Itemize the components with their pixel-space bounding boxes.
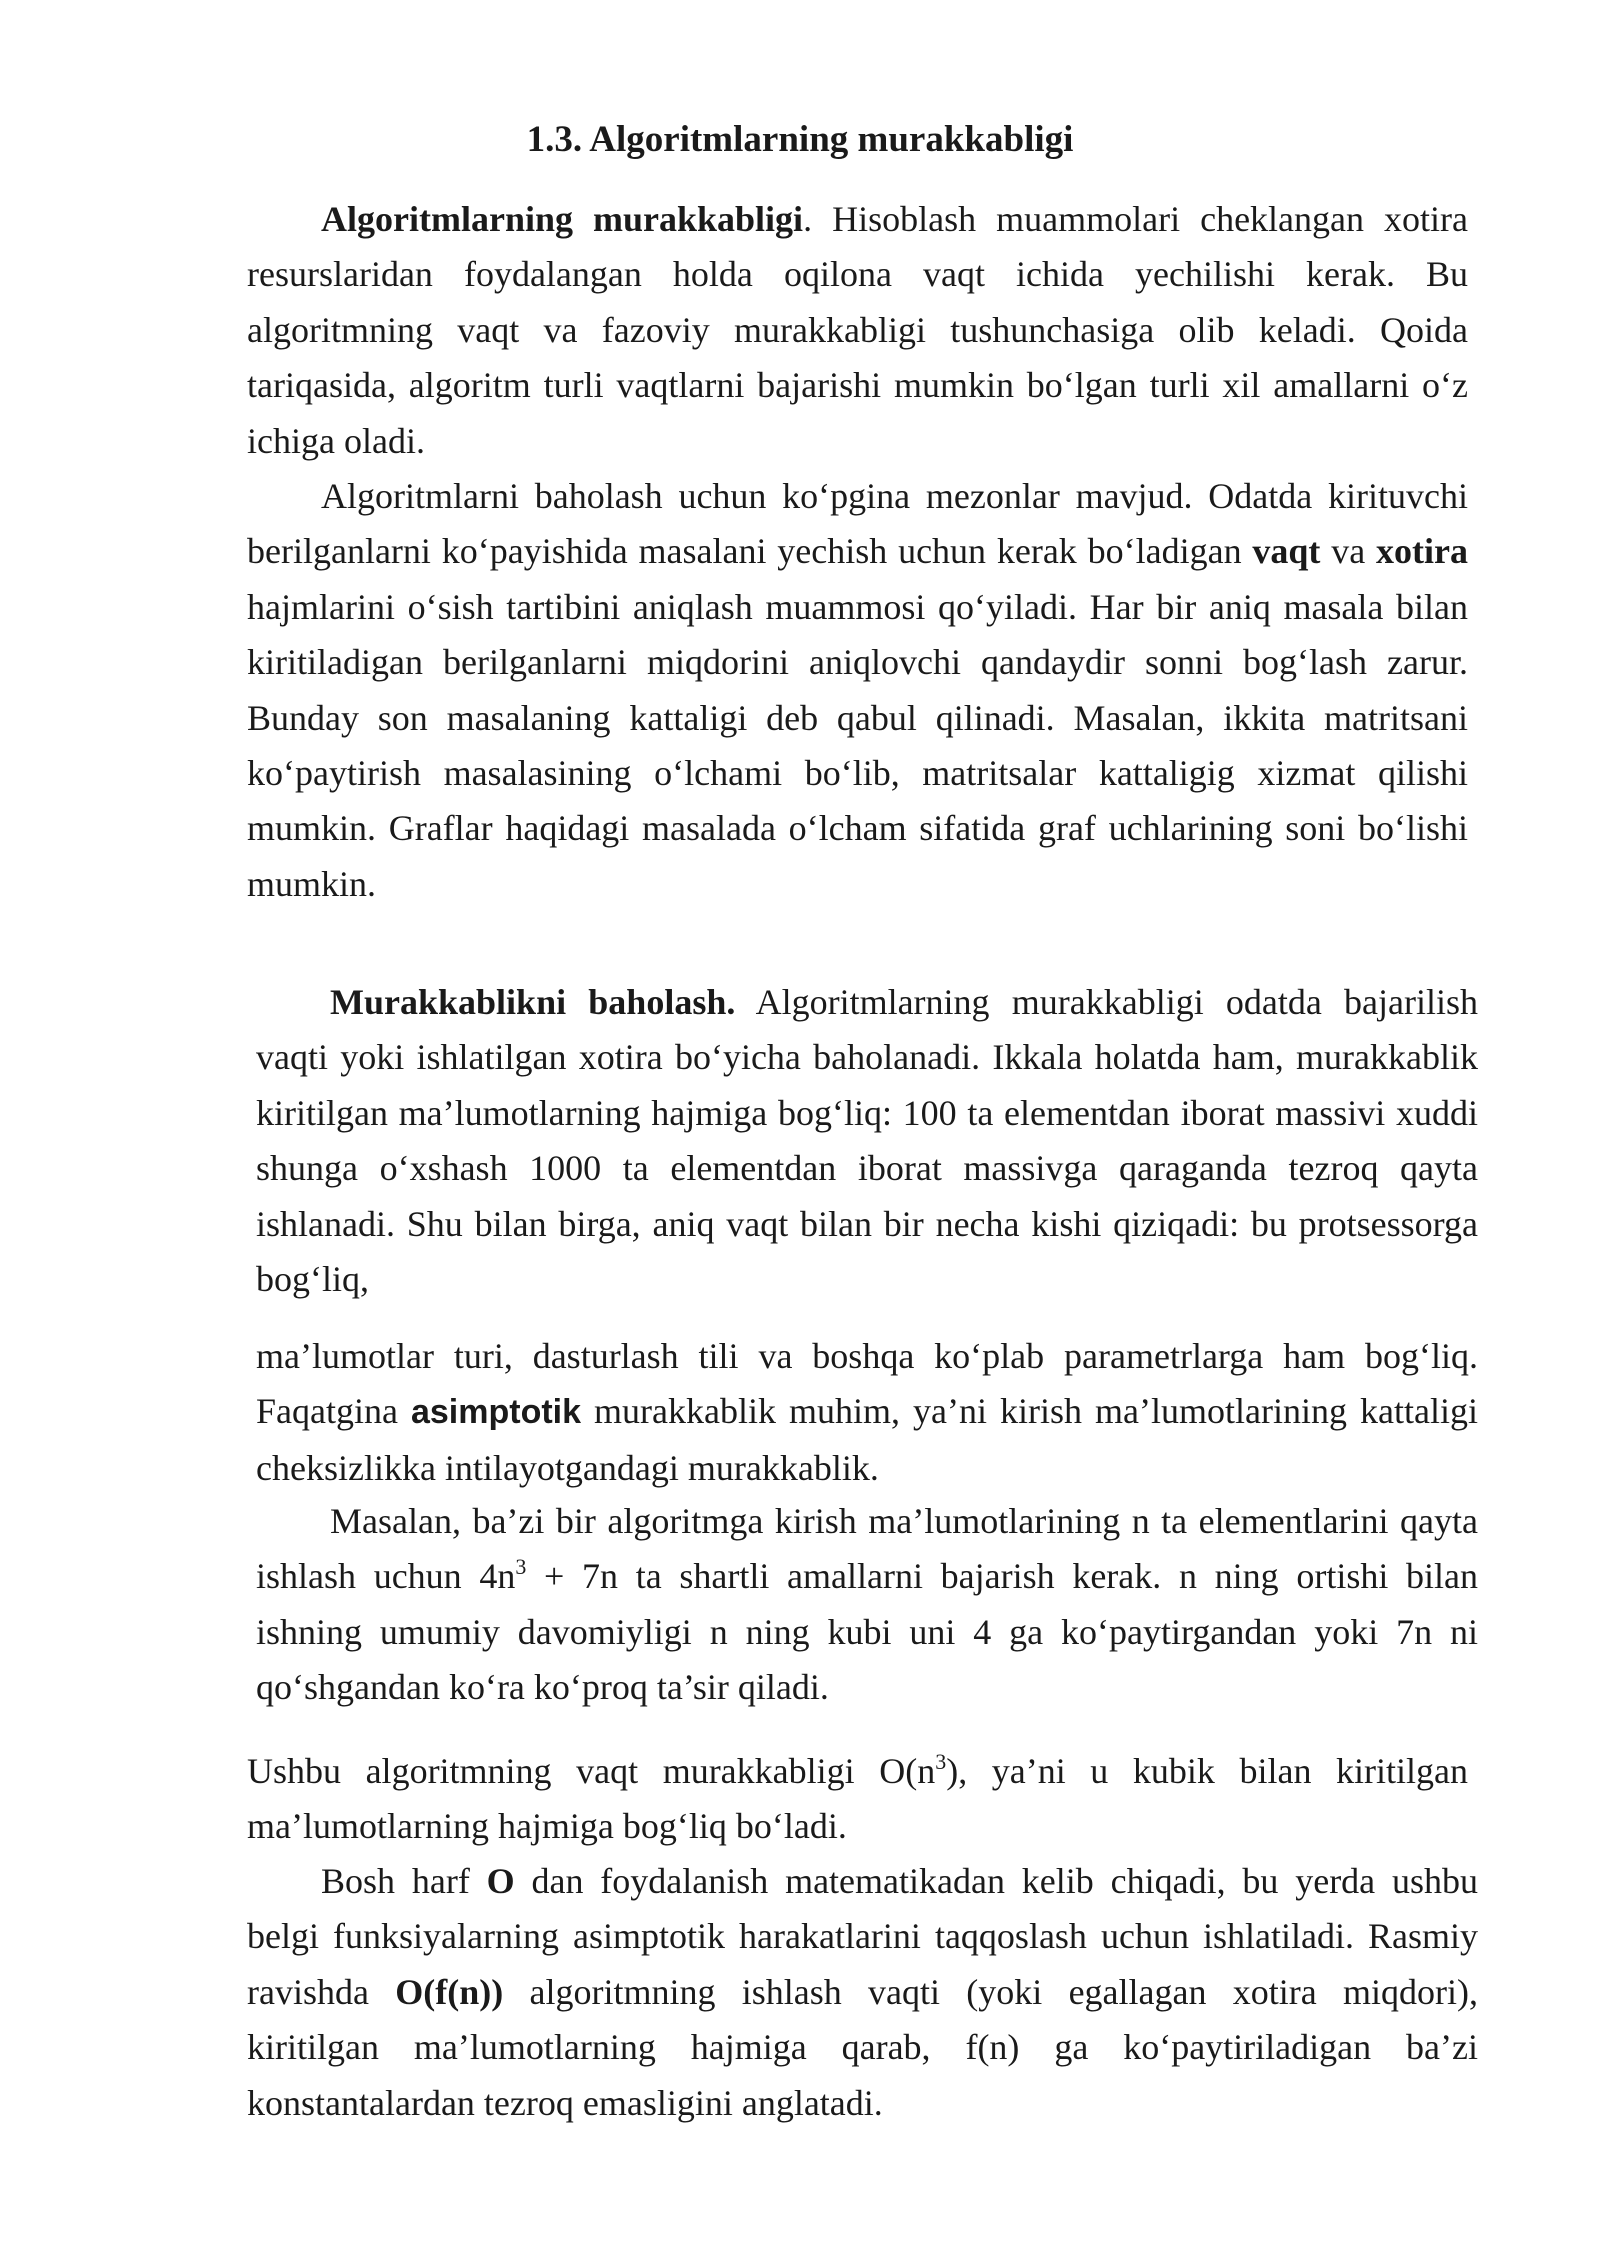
paragraph-big-o <box>247 1854 1478 2131</box>
bold-term-complexity-estimation: Murakkablikni baholash. <box>330 982 736 1022</box>
bold-term-o-f-n: O(f(n)) <box>395 1971 504 2012</box>
paragraph-evaluation-criteria <box>247 469 1468 912</box>
paragraph-asymptotic <box>256 1329 1478 1496</box>
superscript-exponent: 3 <box>935 1749 947 1774</box>
paragraph-text: ), ya’ni u kubik bilan kiritilgan ma’lumotlarning hajmiga bog‘liq bo‘ladi. <box>247 1751 1468 1847</box>
paragraph-text: hajmlarini o‘sish tartibini aniqlash muammosi qo‘yiladi. Har bir aniq masala bilan kiritiladigan berilganlarni miqdorini aniqlovchi qandaydir sonni bog‘lash zarur. Bunday son masalaning kattaligi deb qabul qilinadi. Masalan, ikkita matritsani ko‘paytirish masalasining o‘lchami bo‘lib, matritsalar kattaligig xizmat qilishi mumkin. Graflar haqidagi masalada o‘lcham sifatida graf uchlarining soni bo‘lishi mumkin. <box>247 586 1468 904</box>
section-title: 1.3. Algoritmlarning murakkabligi <box>526 119 1074 160</box>
paragraph-complexity-estimation <box>256 975 1478 1307</box>
paragraph-text: va <box>1320 531 1377 572</box>
paragraph-complexity-intro <box>247 192 1468 469</box>
paragraph-text: Ushbu algoritmning vaqt murakkabligi O(n <box>247 1751 936 1791</box>
paragraph-text: Algoritmlarni baholash uchun ko‘pgina mezonlar mavjud. Odatda kirituvchi berilganlarni ko‘payishida masalani yechish uchun kerak bo‘ladigan <box>247 476 1468 572</box>
paragraph-text: Algoritmlarning murakkabligi odatda bajarilish vaqti yoki ishlatilgan xotira bo‘yicha baholanadi. Ikkala holatda ham, murakkablik kiritilgan ma’lumotlarning hajmiga bog‘liq: 100 ta elementdan iborat massivi xuddi shunga o‘xshash 1000 ta elementdan iborat massivga qaraganda tezroq qayta ishlanadi. Shu bilan birga, aniq vaqt bilan bir necha kishi qiziqadi: bu protsessorga bog‘liq, <box>256 982 1479 1300</box>
bold-term-o: O <box>486 1861 515 1901</box>
paragraph-text: + 7n ta shartli amallarni bajarish kerak. n ning ortishi bilan ishning umumiy davomiyligi n ning kubi uni 4 ga ko‘paytirgandan yoki 7n ni qo‘shgandan ko‘ra ko‘proq ta’sir qiladi. <box>256 1556 1478 1708</box>
paragraph-text: murakkablik muhim, ya’ni kirish ma’lumotlarining kattaligi cheksizlikka intilayotgandagi murakkablik. <box>256 1391 1478 1488</box>
bold-term-algorithm-complexity: Algoritmlarning murakkabligi <box>321 199 804 239</box>
paragraph-text: dan foydalanish matematikadan kelib chiqadi, bu yerda ushbu belgi funksiyalarning asimptotik harakatlarini taqqoslash uchun ishlatiladi. Rasmiy ravishda <box>247 1861 1478 2012</box>
superscript-exponent: 3 <box>515 1554 527 1580</box>
bold-term-asymptotic: asimptotik <box>410 1393 582 1432</box>
paragraph-example <box>256 1494 1478 1716</box>
paragraph-text: . Hisoblash muammolari cheklangan xotira resurslaridan foydalangan holda oqilona vaqt ichida yechilishi kerak. Bu algoritmning vaqt va fazoviy murakkabligi tushunchasiga olib keladi. Qoida tariqasida, algoritm turli vaqtlarni bajarishi mumkin bo‘lgan turli xil amallarni o‘z ichiga oladi. <box>247 199 1469 461</box>
bold-term-memory: xotira <box>1376 531 1469 572</box>
paragraph-text: Bosh harf <box>321 1861 487 1901</box>
bold-term-time: vaqt <box>1252 531 1321 572</box>
paragraph-text: ma’lumotlar turi, dasturlash tili va boshqa ko‘plab parametrlarga ham bog‘liq. Faqatgina <box>256 1336 1478 1432</box>
paragraph-cubic-complexity <box>247 1744 1468 1855</box>
paragraph-text: algoritmning ishlash vaqti (yoki egallagan xotira miqdori), kiritilgan ma’lumotlarning hajmiga qarab, f(n) ga ko‘paytiriladigan ba’zi konstantalardan tezroq emasligini anglatadi. <box>247 1971 1478 2123</box>
paragraph-text: Masalan, ba’zi bir algoritmga kirish ma’lumotlarining n ta elementlarini qayta ishlash uchun 4n <box>256 1501 1478 1597</box>
